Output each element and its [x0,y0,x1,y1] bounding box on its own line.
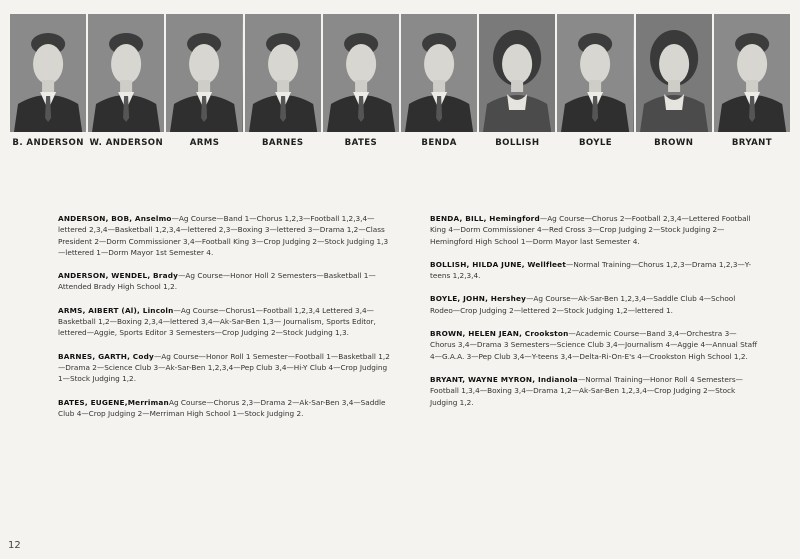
student-activities: Ag Course—Chorus 2,3—Drama 2—Ak-Sar-Ben 3,4—Saddle Club 4—Crop Judging 2—Merriman High School 1—Stock Judging 2. [58,397,386,418]
portrait-caption: BOLLISH [495,138,540,148]
portrait-caption: BOYLE [578,138,613,148]
biography-entry [430,213,760,247]
page-number: 12 [8,540,21,551]
biography-entry [430,293,760,316]
student-name: ANDERSON, BOB, Anselmo [58,214,172,223]
portrait-caption: BARNES [261,138,304,148]
student-name: BRYANT, WAYNE MYRON, Indianola [430,374,578,384]
student-activities: —Academic Course—Band 3,4—Orchestra 3—Chorus 3,4—Drama 3 Semesters—Science Club 3,4—Journalism 4—Aggie 4—Annual Staff 4—G.A.A. 3—Pep Club 3,4—Y-teens 3,4—Delta-Ri-On-E's 4—Crookston High School 1,2. [430,329,758,361]
student-name: BOYLE, JOHN, Hershey [430,294,527,304]
biography-entry [58,351,390,385]
portrait-caption: BROWN [654,138,694,148]
biography-entry [430,374,760,408]
biography-entry [58,305,390,339]
student-name: ANDERSON, WENDEL, Brady [58,271,179,281]
student-activities: —Ag Course—Honor Holl 2 Semesters—Basketball 1—Attended Brady High School 1,2. [58,271,376,292]
student-name: BROWN, HELEN JEAN, Crookston [430,329,569,339]
portrait-caption: BRYANT [731,138,773,148]
portrait-caption: B. ANDERSON [12,138,84,148]
biography-entry [58,270,390,293]
portrait-photo [479,14,555,132]
student-name: BATES, EUGENE,Merriman [58,397,169,407]
portrait-caption: BENDA [421,138,457,148]
biography-entry [430,328,760,362]
student-activities: —Ag Course—Honor Roll 1 Semester—Football 1—Basketball 1,2—Drama 2—Science Club 3—Ak-Sar-Ben 1,2,3,4—Pep Club 3,4—Hi-Y Club 4—Crop Judging 1—Stock Judging 1,2. [58,351,390,384]
student-name: BENDA, BILL, Hemingford [430,214,540,223]
portrait-photo [636,14,712,132]
portrait-caption: ARMS [189,138,220,148]
student-name: BARNES, GARTH, Cody [58,351,154,361]
student-activities: —Ag Course—Chorus 2—Football 2,3,4—Lettered Football King 4—Dorm Commissioner 4—Red Cross 3—Crop Judging 2—Stock Judging 2—Hemingford High School 1—Dorm Mayor last Semester 4. [430,214,751,246]
portrait-photo [323,14,399,132]
biography-entry [58,397,390,420]
portrait-photo [88,14,164,132]
biography-entry [58,213,390,258]
portrait-photo [166,14,242,132]
portrait-photo [245,14,321,132]
portrait-photo [401,14,477,132]
portrait-caption: BATES [344,138,378,148]
student-name: ARMS, AIBERT (Al), Lincoln [58,305,174,315]
student-name: BOLLISH, HILDA JUNE, Wellfleet [430,259,567,269]
student-activities: —Ag Course—Chorus1—Football 1,2,3,4 Lettered 3,4—Basketball 1,2—Boxing 2,3,4—lettered 3,4—Ak-Sar-Ben 1,3— Journalism, Sports Editor, lettered—Aggie, Sports Editor 3 Semesters—Crop Judging 2—Stock Judging 1,3. [58,305,376,338]
student-activities: —Ag Course—Ak-Sar-Ben 1,2,3,4—Saddle Club 4—School Rodeo—Crop Judging 2—lettered 2—Stock Judging 1,2—lettered 1. [430,294,736,315]
student-activities: —Ag Course—Band 1—Chorus 1,2,3—Football 1,2,3,4—lettered 2,3,4—Basketball 1,2,3,4—lettered 2,3—Boxing 3—lettered 3—Drama 1,2—Class President 2—Dorm Commissioner 3,4—Football King 3—Crop Judging 2—Stock Judging 1,3—lettered 1—Dorm Mayor 1st Semester 4. [58,214,389,257]
portrait-caption: W. ANDERSON [89,138,164,148]
portrait-photo [10,14,86,132]
portrait-photo [714,14,790,132]
portrait-photo [557,14,633,132]
student-activities: —Normal Training—Honor Roll 4 Semesters—Football 1,3,4—Boxing 3,4—Drama 1,2—Ak-Sar-Ben 1,2,3,4—Crop Judging 2—Stock Judging 1,2. [430,374,743,407]
name-caption-row [10,138,790,148]
biography-entry [430,259,760,282]
biography-column-left [58,213,390,431]
student-activities: —Normal Training—Chorus 1,2,3—Drama 1,2,3—Y-teens 1,2,3,4. [430,259,751,281]
biography-column-right [430,213,760,420]
portrait-row [10,14,790,132]
